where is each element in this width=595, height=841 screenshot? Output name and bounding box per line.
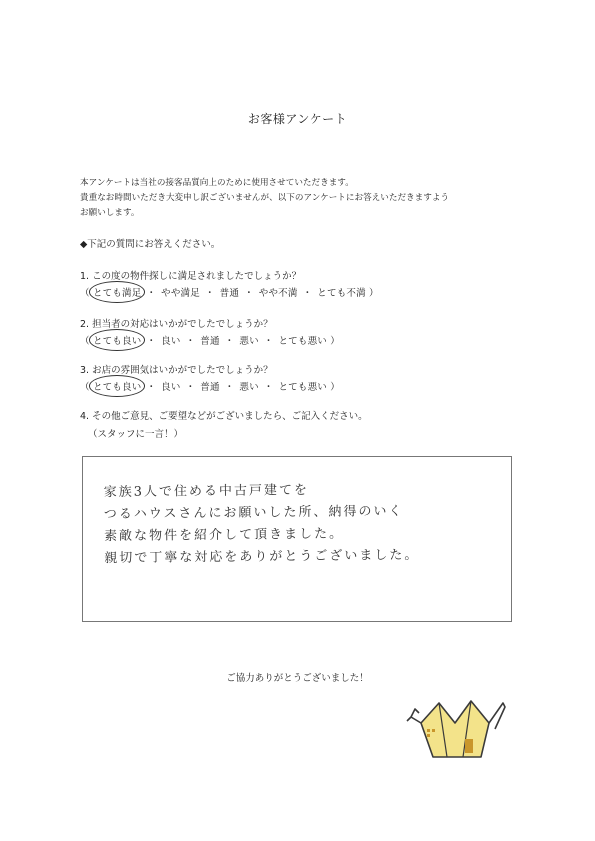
separator: ・	[204, 288, 215, 299]
option-good[interactable]: 良い	[161, 382, 181, 393]
separator: ・	[224, 336, 235, 347]
page-title: お客様アンケート	[247, 112, 348, 126]
logo-tail	[489, 703, 505, 729]
option-very-satisfied[interactable]: とても満足	[93, 285, 142, 299]
comment-line-4: 親切で丁寧な対応をありがとうございました。	[104, 547, 420, 567]
question-1-options	[80, 285, 379, 299]
intro-line-3: お願いします。	[80, 208, 140, 218]
separator: ・	[263, 382, 274, 393]
option-very-bad[interactable]: とても悪い	[278, 382, 327, 393]
question-3-text: 3. お店の雰囲気はいかがでしたでしょうか？	[80, 365, 273, 376]
paren-open: （	[80, 382, 90, 393]
intro-text	[80, 176, 520, 221]
handwritten-comment	[104, 478, 505, 570]
logo-body	[421, 701, 489, 757]
question-2	[80, 316, 340, 347]
comment-line-3: 素敵な物件を紹介して頂きました。	[104, 526, 345, 545]
separator: ・	[263, 336, 274, 347]
option-very-bad[interactable]: とても悪い	[278, 336, 327, 347]
question-4-subtext: （スタッフに一言！）	[88, 429, 184, 440]
option-somewhat-satisfied[interactable]: やや満足	[161, 288, 200, 299]
instruction-heading: ◆下記の質問にお答えください。	[80, 239, 221, 250]
separator: ・	[185, 336, 196, 347]
comment-line-1: 家族3人で住める中古戸建てを	[103, 482, 310, 501]
paren-open: （	[80, 288, 90, 299]
question-1	[80, 268, 379, 299]
intro-line-1: 本アンケートは当社の接客品質向上のために使用させていただきます。	[80, 178, 354, 188]
question-3	[80, 362, 340, 393]
paren-close: ）	[330, 336, 340, 347]
separator: ・	[146, 288, 157, 299]
logo-window	[432, 729, 435, 732]
logo-window	[427, 729, 430, 732]
intro-line-2: 貴重なお時間いただき大変申し訳ございませんが、以下のアンケートにお答えいただきますよう	[80, 193, 450, 203]
separator: ・	[224, 382, 235, 393]
option-bad[interactable]: 悪い	[239, 382, 259, 393]
question-3-options	[80, 379, 340, 393]
option-very-dissatisfied[interactable]: とても不満	[317, 288, 366, 299]
comment-line-2: つるハウスさんにお願いした所、納得のいく	[103, 503, 404, 523]
logo-door	[465, 739, 473, 753]
option-good[interactable]: 良い	[161, 336, 181, 347]
question-4-text: 4. その他ご意見、ご要望などがございましたら、ご記入ください。	[80, 411, 368, 422]
house-logo-icon	[405, 695, 510, 765]
option-neutral[interactable]: 普通	[200, 382, 220, 393]
separator: ・	[146, 336, 157, 347]
option-very-good[interactable]: とても良い	[93, 379, 142, 393]
logo-window	[427, 734, 430, 737]
thanks-message: ご協力ありがとうございました！	[226, 673, 369, 684]
question-4	[80, 408, 368, 440]
option-bad[interactable]: 悪い	[239, 336, 259, 347]
option-neutral[interactable]: 普通	[219, 288, 240, 299]
separator: ・	[185, 382, 196, 393]
paren-close: ）	[369, 288, 379, 299]
option-very-good[interactable]: とても良い	[93, 333, 142, 347]
option-neutral[interactable]: 普通	[200, 336, 220, 347]
paren-close: ）	[330, 382, 340, 393]
question-1-text: 1. この度の物件探しに満足されましたでしょうか？	[80, 271, 302, 282]
option-somewhat-dissatisfied[interactable]: やや不満	[258, 288, 298, 299]
logo-neck	[407, 709, 421, 723]
separator: ・	[244, 288, 254, 299]
paren-open: （	[80, 336, 90, 347]
question-2-options	[80, 333, 340, 347]
separator: ・	[146, 382, 157, 393]
question-2-text: 2. 担当者の対応はいかがでしたでしょうか？	[80, 319, 273, 330]
separator: ・	[302, 288, 313, 299]
